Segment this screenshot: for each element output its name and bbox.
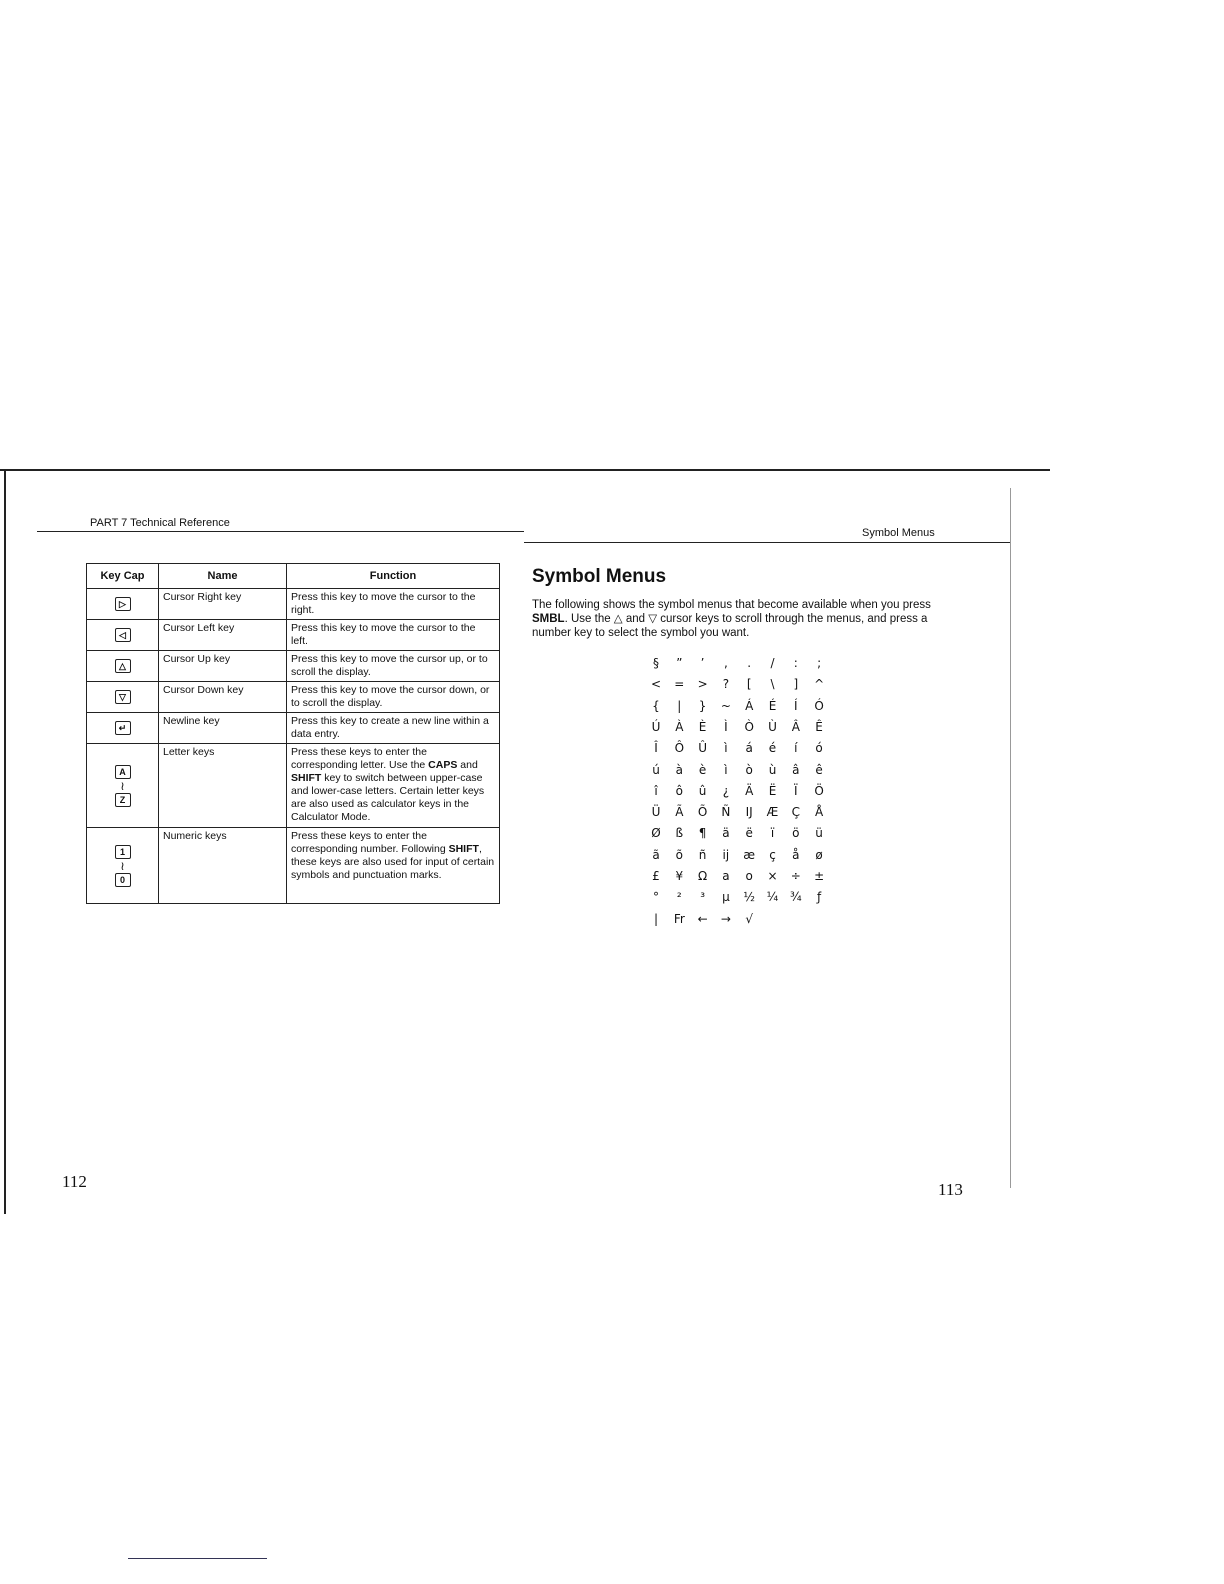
table-row <box>87 620 500 651</box>
symbol-cell: Ñ <box>721 805 731 820</box>
cursor-up-key-icon: △ <box>115 659 131 673</box>
symbol-cell: Ó <box>814 698 824 713</box>
symbol-cell: = <box>674 677 685 692</box>
symbol-cell: õ <box>675 847 683 862</box>
symbol-cell: > <box>697 677 708 692</box>
symbol-cell: Ë <box>768 783 777 798</box>
symbol-cell: ” <box>676 656 683 670</box>
symbol-cell: ì <box>724 762 728 777</box>
symbol-cell: Ã <box>675 805 684 820</box>
symbol-cell: Æ <box>766 805 779 820</box>
page-number-right: 113 <box>938 1180 963 1199</box>
symbol-cell: Ú <box>651 719 661 734</box>
symbol-cell: ë <box>745 826 753 841</box>
symbol-cell: → <box>720 911 731 926</box>
symbol-cell: î <box>654 783 658 798</box>
key-function: Press this key to move the cursor up, or to scroll the display. <box>287 651 500 682</box>
symbol-cell: Ö <box>814 783 824 798</box>
column-header-keycap: Key Cap <box>87 564 159 589</box>
caps-key-label: CAPS <box>428 759 458 771</box>
symbol-cell: \ <box>770 677 775 692</box>
symbol-cell: ← <box>697 911 708 926</box>
symbol-cell: ñ <box>698 847 707 862</box>
symbol-cell: ± <box>814 869 825 883</box>
symbol-cell: Î <box>654 741 658 756</box>
symbol-cell: ] <box>793 677 799 692</box>
symbol-cell: É <box>768 698 777 713</box>
symbol-cell: | <box>653 911 659 926</box>
numeric-1-key-icon: 1 <box>115 845 131 859</box>
running-header-left: PART 7 Technical Reference <box>90 517 230 529</box>
key-name: Letter keys <box>159 744 287 828</box>
symbol-cell: è <box>698 762 707 777</box>
table-row <box>87 589 500 620</box>
symbol-cell: í <box>794 741 798 756</box>
right-edge-rule <box>1010 488 1011 1188</box>
symbol-cell: Ì <box>724 719 728 734</box>
symbol-cell: å <box>792 847 800 862</box>
symbol-cell: ù <box>768 762 777 777</box>
range-tilde-icon: ≀ <box>120 778 125 793</box>
symbol-cell: a <box>722 869 730 883</box>
symbol-cell: ¼ <box>766 890 779 905</box>
symbol-cell: µ <box>722 890 730 905</box>
key-function: Press this key to move the cursor down, or to scroll the display. <box>287 682 500 713</box>
key-table <box>86 563 500 904</box>
symbol-cell: ? <box>722 677 730 692</box>
symbol-cell: ä <box>722 826 730 841</box>
symbol-cell: } <box>698 698 707 713</box>
key-function: Press these keys to enter the corresponding letter. Use the CAPS and SHIFT key to switch between upper-case and lower-case letters. Certain letter keys are also used as calculator keys in the Calculator Mode. <box>287 744 500 828</box>
symbol-cell: Á <box>745 698 754 713</box>
symbol-cell: ô <box>675 783 683 798</box>
top-rule <box>0 469 1050 471</box>
symbol-cell: ¥ <box>675 869 684 883</box>
letter-a-key-icon: A <box>115 765 131 779</box>
shift-key-label: SHIFT <box>448 843 479 855</box>
symbol-cell: { <box>652 698 660 713</box>
table-row <box>87 744 500 828</box>
symbol-cell: ¿ <box>722 783 730 798</box>
symbol-cell: ö <box>792 826 800 841</box>
running-header-right: Symbol Menus <box>862 527 935 539</box>
cursor-left-key-icon: ◁ <box>115 628 131 642</box>
table-row <box>87 713 500 744</box>
symbol-cell: , <box>723 656 728 670</box>
symbol-cell: o <box>745 869 753 883</box>
symbol-cell: Ç <box>791 805 800 820</box>
section-title: Symbol Menus <box>532 566 667 587</box>
symbol-cell: é <box>768 741 777 756</box>
symbol-cell: ³ <box>700 890 705 905</box>
section-intro: The following shows the symbol menus that become available when you press SMBL. Use the △ and ▽ cursor keys to scroll through the menus, and press a number key to select the symbol you want. <box>532 599 931 639</box>
newline-key-icon: ↵ <box>115 721 131 735</box>
symbol-cell: ÷ <box>790 869 801 883</box>
header-rule-left <box>37 531 524 532</box>
symbol-cell: ĳ <box>722 847 730 862</box>
symbol-cell: ç <box>769 847 776 862</box>
numeric-0-key-icon: 0 <box>115 873 131 887</box>
symbol-cell: ’ <box>700 656 705 670</box>
symbol-cell: Ω <box>698 869 708 883</box>
key-function: Press this key to move the cursor to the left. <box>287 620 500 651</box>
symbol-cell: ò <box>745 762 753 777</box>
range-tilde-icon: ≀ <box>120 858 125 873</box>
symbol-cell: ü <box>815 826 823 841</box>
symbol-cell: ¾ <box>789 890 802 905</box>
symbol-cell: | <box>677 698 682 713</box>
symbol-cell: á <box>745 741 753 756</box>
symbol-cell: / <box>770 656 775 670</box>
key-name: Newline key <box>159 713 287 744</box>
symbol-cell: ~ <box>720 698 731 713</box>
symbol-cell: Å <box>814 805 824 820</box>
column-header-name: Name <box>159 564 287 589</box>
key-function: Press this key to move the cursor to the right. <box>287 589 500 620</box>
page-number-left: 112 <box>62 1172 87 1191</box>
key-name: Cursor Up key <box>159 651 287 682</box>
symbol-cell: ú <box>652 762 660 777</box>
table-header-row <box>87 564 500 589</box>
symbol-cell: < <box>650 677 662 692</box>
symbol-cell: ½ <box>743 890 755 905</box>
smbl-key-label: SMBL <box>532 613 565 625</box>
symbol-cell: ; <box>817 656 822 670</box>
symbol-cell: à <box>675 762 683 777</box>
symbol-cell: ã <box>652 847 660 862</box>
symbol-cell: ó <box>815 741 823 756</box>
symbol-cell: [ <box>746 677 752 692</box>
symbol-cell: £ <box>652 869 660 883</box>
symbol-cell: ï <box>770 826 775 841</box>
symbol-cell: Ô <box>674 741 685 756</box>
symbol-cell: § <box>653 656 659 670</box>
symbol-cell: È <box>698 719 707 734</box>
symbol-cell: ^ <box>814 677 825 692</box>
key-function: Press these keys to enter the corresponding number. Following SHIFT, these keys are also used for input of certain symbols and punctuation marks. <box>287 828 500 904</box>
column-header-function: Function <box>287 564 500 589</box>
symbol-cell: Ï <box>794 783 798 798</box>
symbol-cell: Ü <box>651 805 661 820</box>
table-row <box>87 828 500 904</box>
symbol-cell: × <box>767 869 778 883</box>
left-edge-rule <box>4 469 6 1214</box>
symbol-cell: Â <box>791 719 800 734</box>
symbol-cell: æ <box>743 847 756 862</box>
shift-key-label: SHIFT <box>291 772 322 784</box>
symbol-cell: Õ <box>697 805 708 820</box>
letter-z-key-icon: Z <box>115 793 131 807</box>
key-name: Numeric keys <box>159 828 287 904</box>
symbol-cell: û <box>698 783 707 798</box>
symbol-cell: ¶ <box>698 826 707 841</box>
cursor-down-key-icon: ▽ <box>115 690 131 704</box>
key-function: Press this key to create a new line within a data entry. <box>287 713 500 744</box>
key-name: Cursor Right key <box>159 589 287 620</box>
symbol-cell: Ù <box>768 719 777 734</box>
cursor-right-key-icon: ▷ <box>115 597 131 611</box>
symbol-cell: â <box>792 762 800 777</box>
symbol-cell: Ò <box>744 719 754 734</box>
table-row <box>87 651 500 682</box>
table-row <box>87 682 500 713</box>
bottom-link-rule <box>128 1558 267 1559</box>
symbol-cell: ø <box>815 847 823 862</box>
symbol-cell: : <box>793 656 798 670</box>
symbol-cell: √ <box>745 911 754 926</box>
symbol-cell: ƒ <box>816 890 822 905</box>
symbol-cell: ì <box>724 741 728 756</box>
symbol-cell: Ĳ <box>745 805 753 820</box>
symbol-cell: ê <box>815 762 823 777</box>
symbol-cell: Fr <box>673 911 685 926</box>
symbol-cell: Û <box>698 741 707 756</box>
symbol-cell: Í <box>794 698 798 713</box>
symbol-cell: ° <box>653 890 659 905</box>
symbol-cell: Ø <box>651 826 661 841</box>
symbol-cell: . <box>747 656 752 670</box>
symbol-cell: ² <box>676 890 682 905</box>
symbol-cell: Ê <box>815 719 823 734</box>
symbol-cell: À <box>675 719 684 734</box>
key-name: Cursor Down key <box>159 682 287 713</box>
key-name: Cursor Left key <box>159 620 287 651</box>
symbol-cell: Ä <box>745 783 754 798</box>
header-rule-right <box>524 542 1010 543</box>
symbol-cell: ß <box>675 826 684 841</box>
